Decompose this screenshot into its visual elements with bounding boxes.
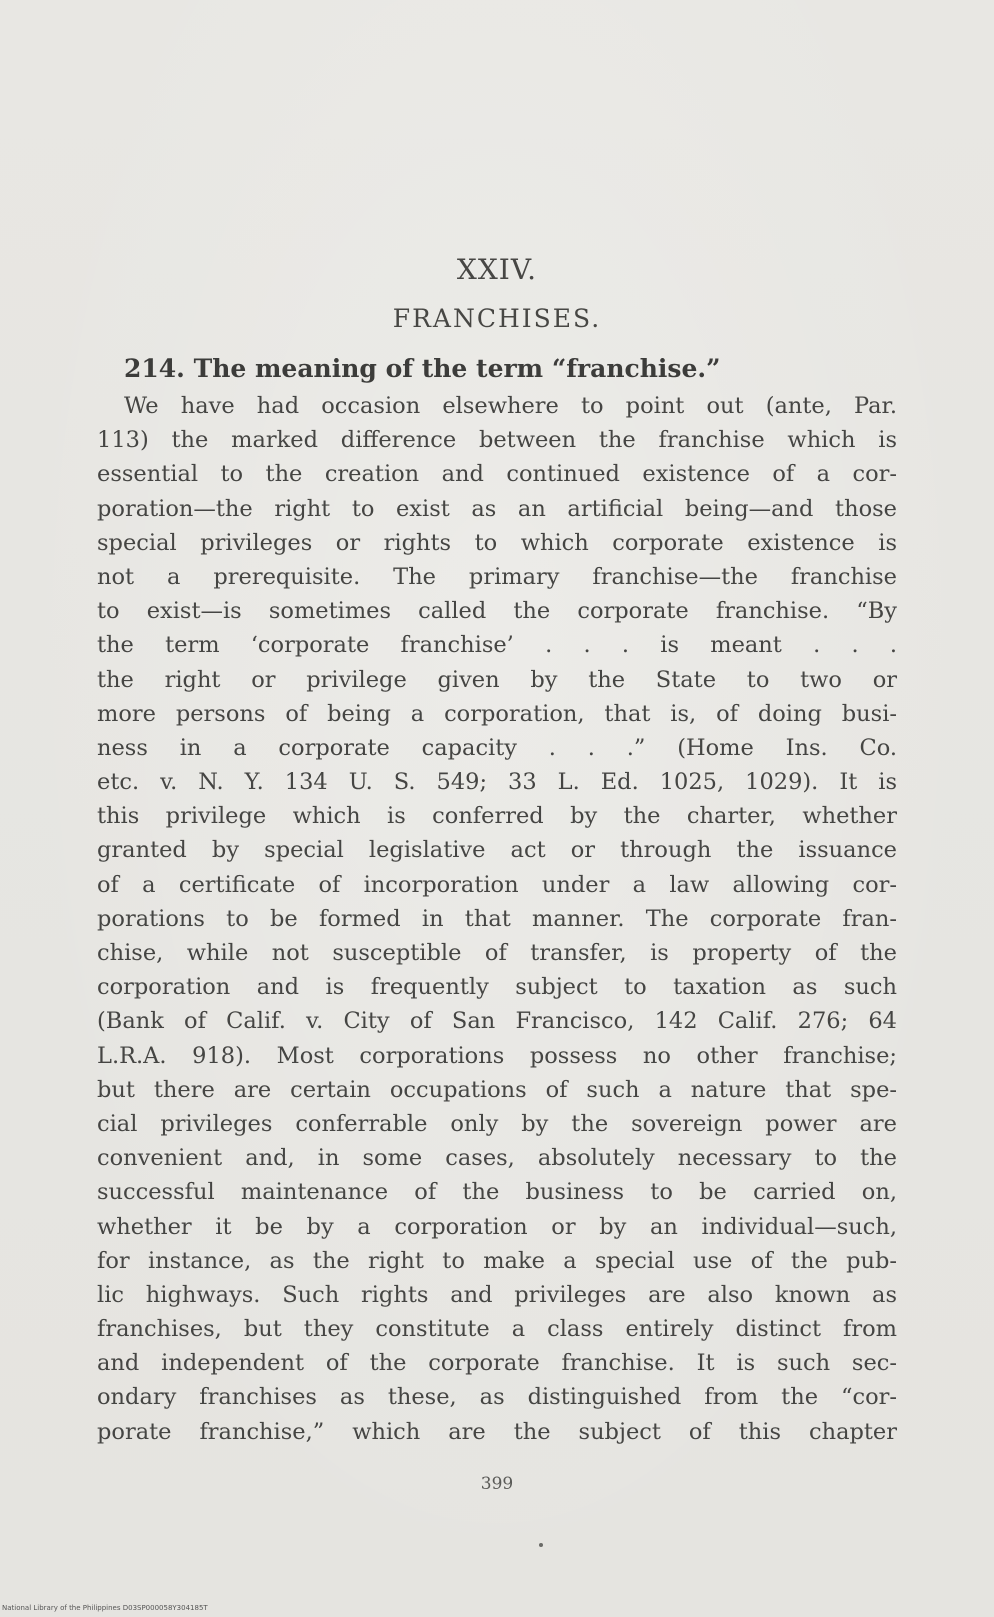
text-line: L.R.A. 918). Most corporations possess no other franchise; xyxy=(97,1042,897,1069)
text-line: this privilege which is conferred by the charter, whether xyxy=(97,803,897,830)
scan-speck xyxy=(539,1543,543,1547)
text-line: convenient and, in some cases, absolutely necessary to the xyxy=(97,1145,897,1172)
text-line: ondary franchises as these, as distinguished from the “cor- xyxy=(97,1384,897,1411)
text-line: corporation and is frequently subject to taxation as such xyxy=(97,974,897,1001)
section-heading: 214. The meaning of the term “franchise.” xyxy=(124,354,721,383)
text-line: successful maintenance of the business to be carried on, xyxy=(97,1179,897,1206)
text-line: special privileges or rights to which corporate existence is xyxy=(97,529,897,556)
chapter-title: FRANCHISES. xyxy=(392,304,602,333)
text-line: porate franchise,” which are the subject of this chapter xyxy=(97,1418,897,1445)
text-line: essential to the creation and continued existence of a cor- xyxy=(97,461,897,488)
text-line: granted by special legislative act or through the issuance xyxy=(97,837,897,864)
text-line: (Bank of Calif. v. City of San Francisco, 142 Calif. 276; 64 xyxy=(97,1008,897,1035)
text-line: lic highways. Such rights and privileges are also known as xyxy=(97,1281,897,1308)
text-line: poration—the right to exist as an artificial being—and those xyxy=(97,495,897,522)
text-line: of a certificate of incorporation under a law allowing cor- xyxy=(97,871,897,898)
body-paragraph xyxy=(97,389,897,1449)
page-number: 399 xyxy=(480,1474,514,1494)
text-line: We have had occasion elsewhere to point out (ante, Par. xyxy=(124,393,897,419)
text-line: franchises, but they constitute a class entirely distinct from xyxy=(97,1316,897,1343)
text-line: the term ‘corporate franchise’ . . . is meant . . . xyxy=(97,632,897,659)
text-line: for instance, as the right to make a special use of the pub- xyxy=(97,1247,897,1274)
text-line: porations to be formed in that manner. The corporate fran- xyxy=(97,905,897,932)
text-line: the right or privilege given by the State to two or xyxy=(97,666,897,693)
text-line: to exist—is sometimes called the corporate franchise. “By xyxy=(97,598,897,625)
text-line: whether it be by a corporation or by an individual—such, xyxy=(97,1213,897,1240)
footer-credit: National Library of the Philippines D03SP000058Y304185T xyxy=(2,1604,208,1612)
chapter-number: XXIV. xyxy=(456,253,538,286)
text-line: cial privileges conferrable only by the sovereign power are xyxy=(97,1110,897,1137)
text-line: etc. v. N. Y. 134 U. S. 549; 33 L. Ed. 1025, 1029). It is xyxy=(97,769,897,796)
text-line: 113) the marked difference between the franchise which is xyxy=(97,427,897,454)
text-line: and independent of the corporate franchise. It is such sec- xyxy=(97,1350,897,1377)
text-line: but there are certain occupations of such a nature that spe- xyxy=(97,1076,897,1103)
text-line: chise, while not susceptible of transfer, is property of the xyxy=(97,940,897,966)
text-line: not a prerequisite. The primary franchise—the franchise xyxy=(97,563,897,590)
text-line: ness in a corporate capacity . . .” (Home Ins. Co. xyxy=(97,734,897,761)
text-line: more persons of being a corporation, that is, of doing busi- xyxy=(97,700,897,727)
